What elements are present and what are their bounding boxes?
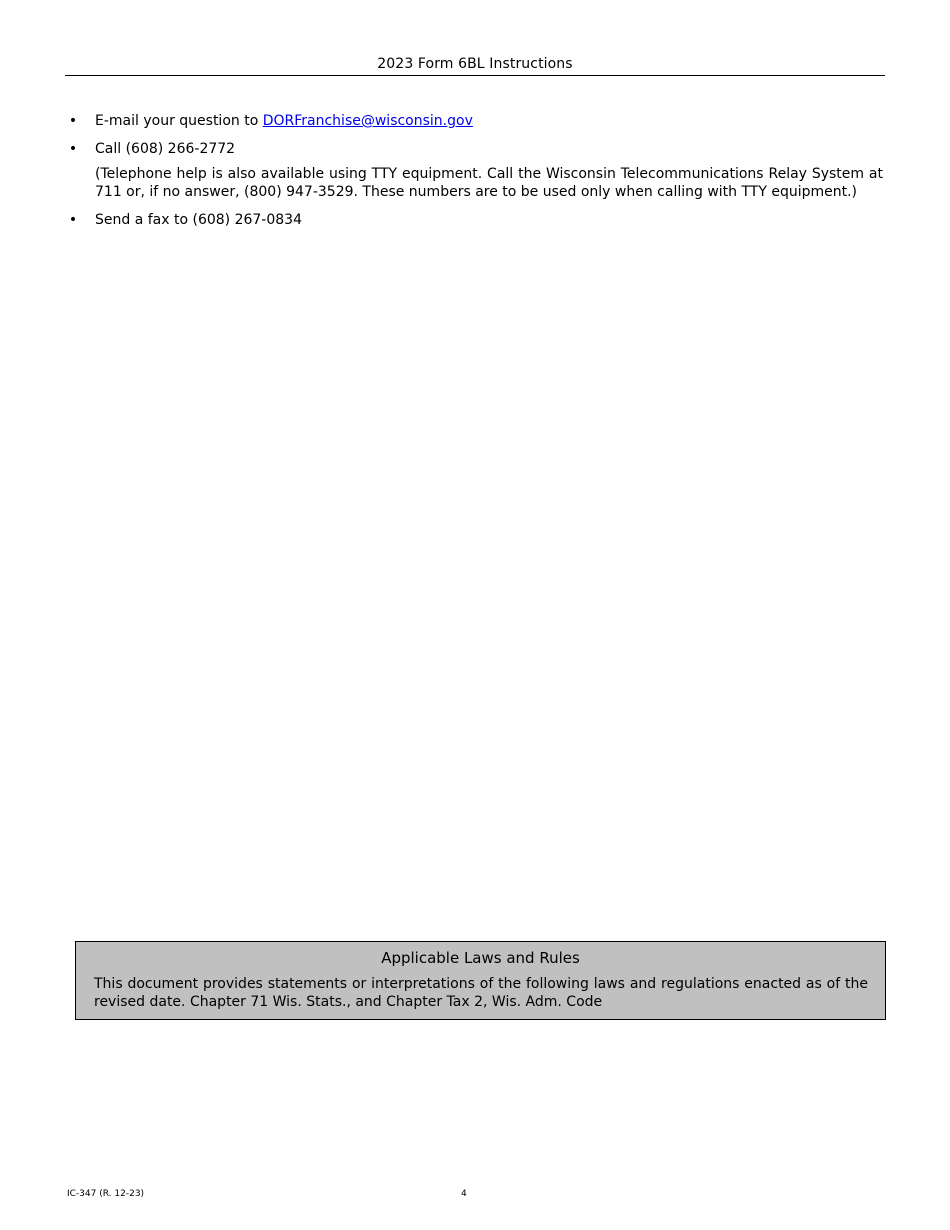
email-line: [95, 113, 473, 129]
page-title: 2023 Form 6BL Instructions: [377, 56, 573, 72]
laws-box-title: Applicable Laws and Rules: [381, 949, 580, 967]
list-item-phone: [65, 140, 885, 158]
bullet-icon: •: [68, 113, 78, 129]
laws-box-body: This document provides statements or interpretations of the following laws and regulations enacted as of the revised date. Chapter 71 Wis. Stats., and Chapter Tax 2, Wis. Adm. Code: [94, 976, 868, 1010]
email-link[interactable]: DORFranchise@wisconsin.gov: [262, 113, 473, 129]
contact-list: [65, 112, 885, 239]
applicable-laws-box: [75, 941, 886, 1020]
tty-note: (Telephone help is also available using TTY equipment. Call the Wisconsin Telecommunications Relay System at 711 or, if no answer, (800) 947-3529. These numbers are to be used only when calling with TTY equipment.): [95, 166, 883, 200]
page-number: 4: [461, 1189, 467, 1199]
email-prefix: E-mail your question to: [95, 113, 263, 129]
list-item-email: [65, 112, 885, 130]
form-id: IC-347 (R. 12-23): [67, 1189, 145, 1199]
bullet-icon: •: [68, 212, 78, 228]
fax-line: Send a fax to (608) 267-0834: [95, 212, 302, 228]
bullet-icon: •: [68, 141, 78, 157]
phone-line: Call (608) 266-2772: [95, 141, 236, 157]
page-header: [65, 55, 885, 76]
list-item-fax: [65, 211, 885, 229]
